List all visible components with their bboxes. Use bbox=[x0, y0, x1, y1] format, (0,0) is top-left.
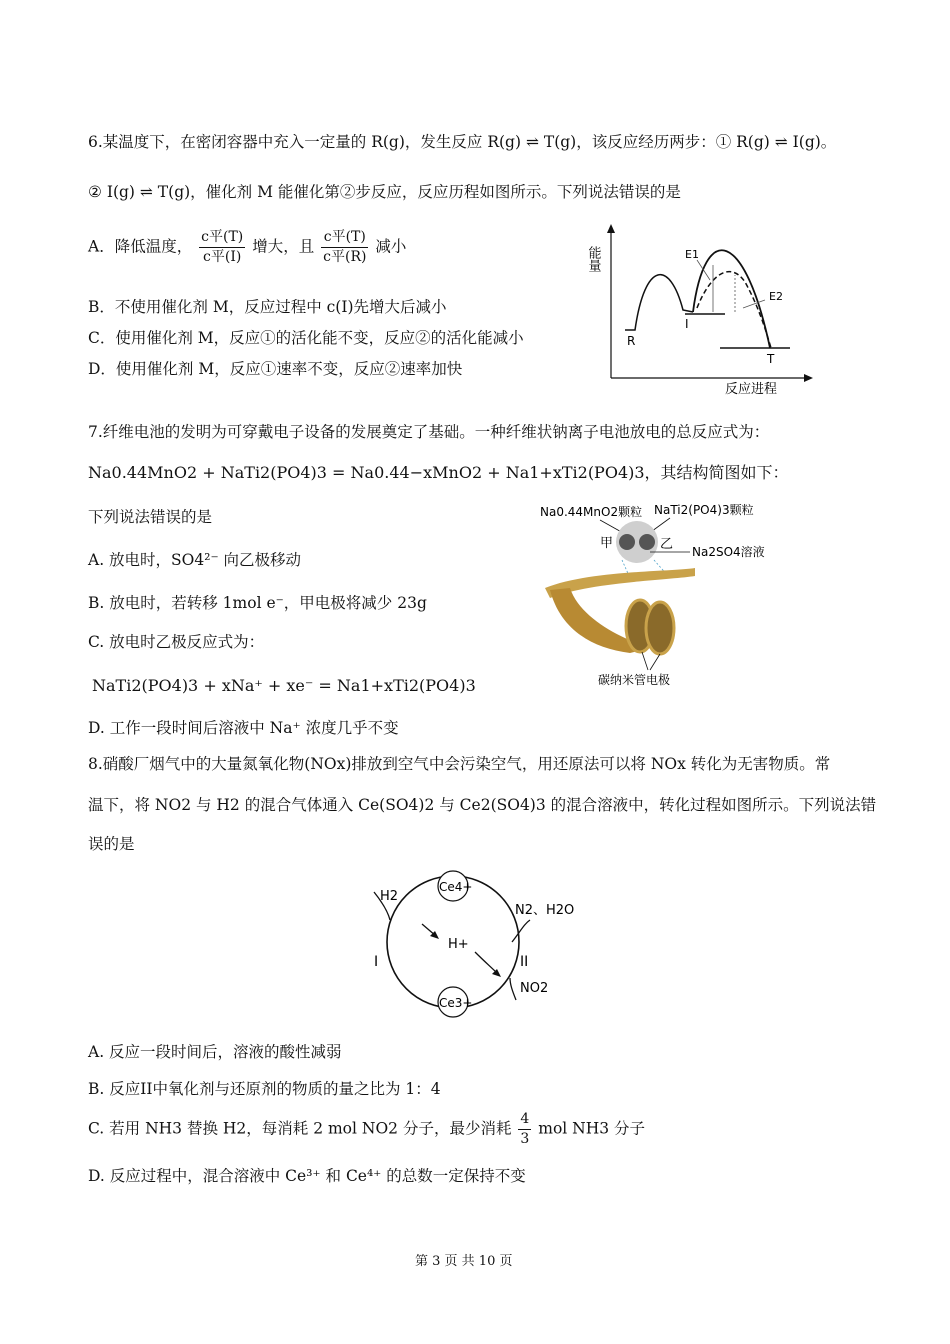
label-carbon-nanotube-electrode: 碳纳米管电极 bbox=[598, 673, 671, 687]
q6-option-c: C．使用催化剂 M，反应①的活化能不变，反应②的活化能减小 bbox=[88, 329, 524, 347]
label-e1: E1 bbox=[685, 248, 699, 261]
label-nati-particle: NaTi2(PO4)3颗粒 bbox=[654, 503, 754, 517]
fraction-numerator: c平(T) bbox=[321, 228, 368, 248]
q8-option-d: D. 反应过程中，混合溶液中 Ce³⁺ 和 Ce⁴⁺ 的总数一定保持不变 bbox=[88, 1167, 526, 1185]
label-mno2-particle: Na0.44MnO2颗粒 bbox=[540, 505, 643, 519]
pointer-cnt-left bbox=[642, 652, 648, 670]
electrode-cross-section-right bbox=[646, 602, 674, 654]
uncatalyzed-curve bbox=[693, 250, 770, 348]
q7-equation-tail: ，其结构简图如下： bbox=[644, 463, 789, 482]
fraction-numerator: c平(T) bbox=[199, 228, 245, 248]
e1-pointer bbox=[697, 260, 710, 280]
q8-stem-line2: 温下，将 NO2 与 H2 的混合气体通入 Ce(SO4)2 与 Ce2(SO4)3 的混合溶液中，转化过程如图所示。下列说法错 bbox=[88, 796, 877, 814]
fraction-denominator: c平(I) bbox=[203, 249, 242, 265]
x-axis-arrow bbox=[804, 374, 813, 382]
y-axis-label: 能量 bbox=[585, 246, 601, 272]
energy-profile-figure bbox=[585, 220, 825, 400]
h-plus-arrow-out bbox=[475, 952, 498, 974]
label-e2: E2 bbox=[769, 290, 783, 303]
q7-stem: 下列说法错误的是 bbox=[88, 508, 213, 526]
q6-option-a-suffix: 减小 bbox=[375, 237, 407, 256]
label-r: R bbox=[627, 334, 636, 348]
fraction-numerator: 4 bbox=[518, 1110, 531, 1130]
label-na2so4-solution: Na2SO4溶液 bbox=[692, 545, 765, 559]
q7-option-c: C. 放电时乙极反应式为： bbox=[88, 633, 265, 651]
q8-option-a: A. 反应一段时间后，溶液的酸性减弱 bbox=[88, 1043, 342, 1061]
q7-stem-line1: 7.纤维电池的发明为可穿戴电子设备的发展奠定了基础。一种纤维状钠离子电池放电的总反应式为： bbox=[88, 423, 770, 441]
q7-option-d: D. 工作一段时间后溶液中 Na⁺ 浓度几乎不变 bbox=[88, 719, 399, 737]
label-ce3: Ce3+ bbox=[439, 996, 473, 1010]
q6-option-b: B．不使用催化剂 M，反应过程中 c(I)先增大后减小 bbox=[88, 298, 447, 316]
y-axis-arrow bbox=[607, 224, 615, 233]
fraction-denominator: c平(R) bbox=[323, 249, 367, 265]
fraction-denominator: 3 bbox=[520, 1131, 530, 1147]
fiber-battery-figure bbox=[530, 498, 780, 693]
q7-option-c-equation: NaTi2(PO4)3 + xNa⁺ + xe⁻ = Na1+xTi2(PO4)3 bbox=[92, 676, 476, 695]
q6-option-a-fraction-1 bbox=[199, 228, 245, 267]
jia-particle bbox=[619, 534, 635, 550]
label-jia: 甲 bbox=[600, 536, 614, 551]
q6-stem-line2: ② I(g) ⇌ T(g)，催化剂 M 能催化第②步反应，反应历程如图所示。下列说法错误的是 bbox=[88, 183, 681, 201]
q6-option-d: D．使用催化剂 M，反应①速率不变，反应②速率加快 bbox=[88, 360, 463, 378]
q8-option-c bbox=[88, 1110, 645, 1149]
label-reaction-ii: II bbox=[520, 954, 529, 970]
q6-option-a bbox=[88, 228, 406, 267]
label-n2-h2o: N2、H2O bbox=[515, 903, 575, 918]
q6-stem-line1: 6.某温度下，在密闭容器中充入一定量的 R(g)，发生反应 R(g) ⇌ T(g)，该反应经历两步：① R(g) ⇌ I(g)。 bbox=[88, 133, 837, 151]
q7-equation-body: Na0.44MnO2 + NaTi2(PO4)3 = Na0.44−xMnO2 + Na1+xTi2(PO4)3 bbox=[88, 463, 645, 482]
q8-option-c-prefix: C. 若用 NH3 替换 H2，每消耗 2 mol NO2 分子，最少消耗 bbox=[88, 1119, 512, 1138]
q6-option-a-fraction-2 bbox=[321, 228, 368, 267]
no2-arrow bbox=[510, 978, 516, 1000]
q8-stem-line3: 误的是 bbox=[88, 835, 135, 853]
label-ce4: Ce4+ bbox=[439, 880, 473, 894]
x-axis-label: 反应进程 bbox=[725, 382, 778, 397]
q8-option-b: B. 反应II中氧化剂与还原剂的物质的量之比为 1：4 bbox=[88, 1080, 441, 1098]
page-footer: 第 3 页 共 10 页 bbox=[415, 1254, 513, 1269]
label-yi: 乙 bbox=[660, 537, 674, 552]
q7-option-b: B. 放电时，若转移 1mol e⁻，甲电极将减少 23g bbox=[88, 594, 427, 612]
step1-curve bbox=[625, 275, 693, 330]
label-i: I bbox=[685, 317, 689, 331]
product-arrow bbox=[512, 920, 530, 942]
label-t: T bbox=[767, 352, 775, 366]
label-no2: NO2 bbox=[520, 981, 549, 996]
q8-option-c-fraction bbox=[518, 1110, 531, 1149]
q7-option-a: A. 放电时，SO4²⁻ 向乙极移动 bbox=[88, 551, 302, 569]
q7-equation bbox=[88, 460, 789, 483]
yi-particle bbox=[639, 534, 655, 550]
q8-option-c-suffix: mol NH3 分子 bbox=[538, 1119, 646, 1138]
q8-stem-line1: 8.硝酸厂烟气中的大量氮氧化物(NOx)排放到空气中会污染空气，用还原法可以将 NOx 转化为无害物质。常 bbox=[88, 755, 831, 773]
label-h2: H2 bbox=[380, 889, 399, 904]
q6-option-a-middle: 增大，且 bbox=[252, 237, 315, 256]
pointer-cnt-right bbox=[650, 654, 660, 670]
q6-option-a-prefix: A．降低温度， bbox=[88, 237, 193, 256]
ce-cycle-figure bbox=[360, 862, 610, 1024]
label-h-plus: H+ bbox=[448, 937, 469, 952]
label-reaction-i: I bbox=[374, 954, 379, 970]
